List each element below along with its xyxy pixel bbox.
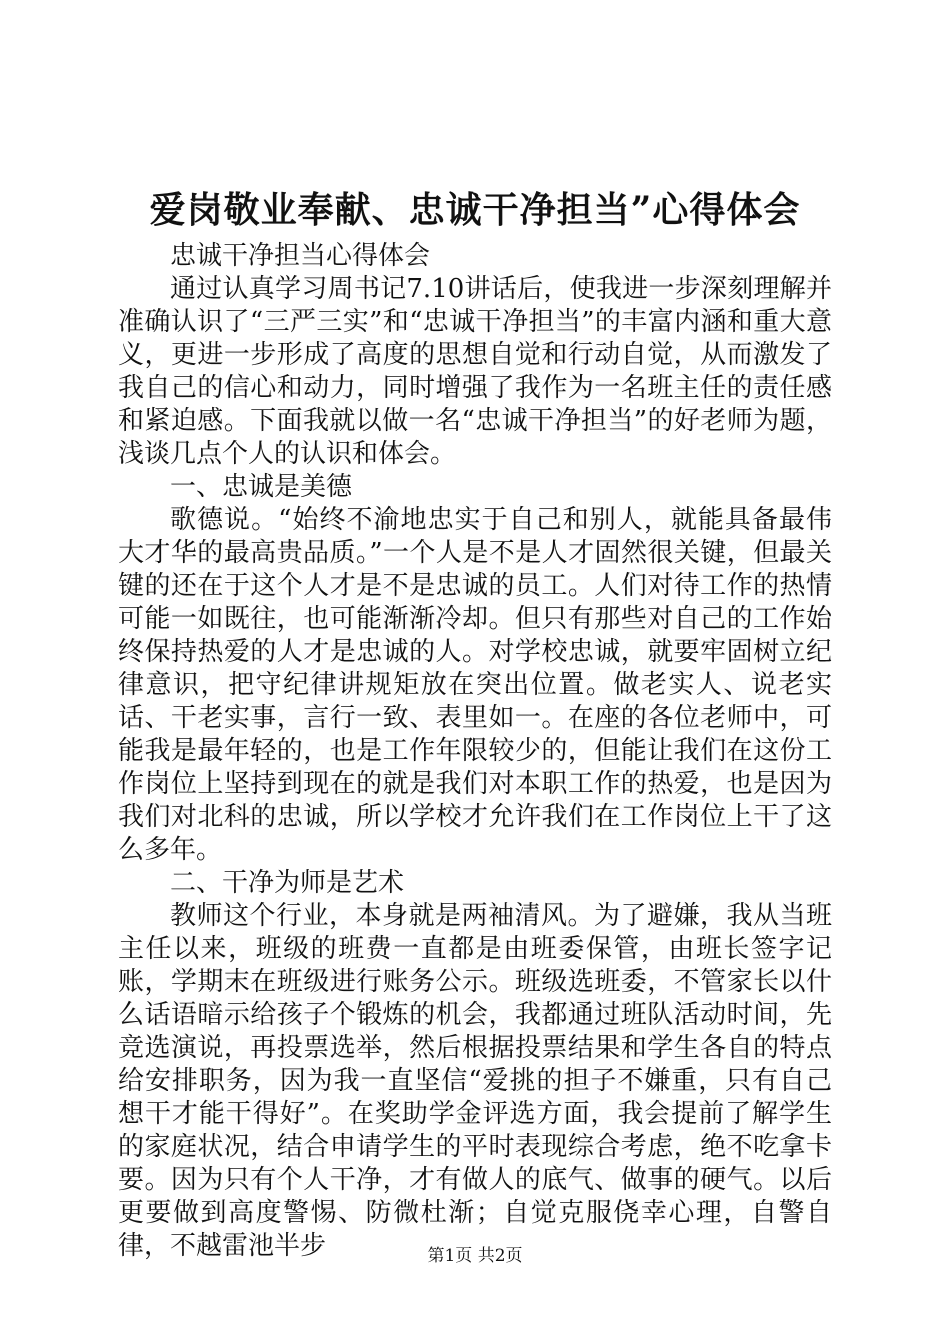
section-heading-integrity: 二、干净为师是艺术 <box>170 868 405 898</box>
paragraph-loyalty: 歌德说。“始终不渝地忠实于自己和别人，就能具备最伟大才华的最高贵品质。”一个人是不是人才固然很关键，但最关键的还在于这个人才是不是忠诚的员工。人们对待工作的热情可能一如既往，也可能渐渐冷却。但只有那些对自己的工作始终保持热爱的人才是忠诚的人。对学校忠诚，就要牢固树立纪律意识，把守纪律讲规矩放在突出位置。做老实人、说老实话、干老实事，言行一致、表里如一。在座的各位老师中，可能我是最年轻的，也是工作年限较少的，但能让我们在这份工作岗位上坚持到现在的就是我们对本职工作的热爱，也是因为我们对北科的忠诚，所以学校才允许我们在工作岗位上干了这么多年。 <box>118 505 832 865</box>
page-footer: 第1页 共2页 <box>427 1246 523 1266</box>
document-title: 爱岗敬业奉献、忠诚干净担当”心得体会 <box>149 189 801 231</box>
paragraph-subtitle: 忠诚干净担当心得体会 <box>170 241 431 271</box>
document-body <box>118 240 832 1263</box>
paragraph-integrity: 教师这个行业，本身就是两袖清风。为了避嫌，我从当班主任以来，班级的班费一直都是由班委保管，由班长签字记账，学期末在班级进行账务公示。班级选班委，不管家长以什么话语暗示给孩子个锻炼的机会，我都通过班队活动时间，先竞选演说，再投票选举，然后根据投票结果和学生各自的特点给安排职务，因为我一直坚信“爱挑的担子不嫌重，只有自己想干才能干得好”。在奖助学金评选方面，我会提前了解学生的家庭状况，结合申请学生的平时表现综合考虑，绝不吃拿卡要。因为只有个人干净，才有做人的底气、做事的硬气。以后更要做到高度警惕、防微杜渐；自觉克服侥幸心理，自警自律，不越雷池半步 <box>118 901 832 1261</box>
section-heading-loyalty: 一、忠诚是美德 <box>170 472 353 502</box>
paragraph-intro: 通过认真学习周书记7.10讲话后，使我进一步深刻理解并准确认识了“三严三实”和“忠诚干净担当”的丰富内涵和重大意义，更进一步形成了高度的思想自觉和行动自觉，从而激发了我自己的信心和动力，同时增强了我作为一名班主任的责任感和紧迫感。下面我就以做一名“忠诚干净担当”的好老师为题，浅谈几点个人的认识和体会。 <box>118 274 832 469</box>
